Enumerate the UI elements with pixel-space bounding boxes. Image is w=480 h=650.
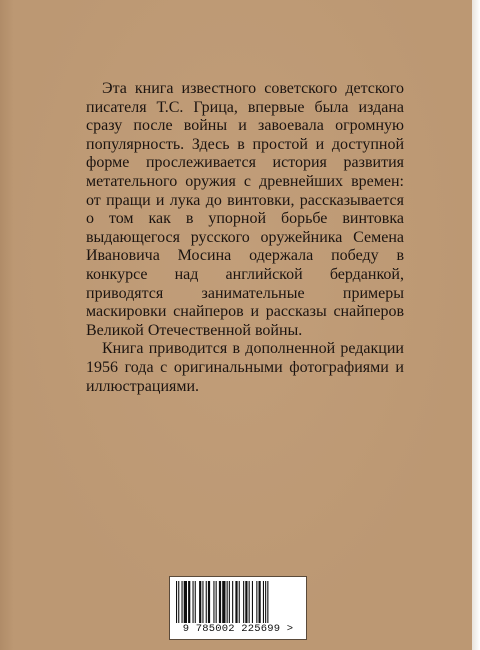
barcode-bar: [229, 581, 230, 623]
barcode-bar: [178, 581, 179, 623]
annotation-paragraph-1: Эта книга известного советского детского писателя Т.С. Грица, впервые была издана сразу после войны и завоевала огромную популярность. Здесь в простой и доступной форме прослеживается история развития метательного оружия с древнейших времен: от пращи и лука до винтовки, рассказывается о том как в упорной борьбе винтовка выдающегося русского оружейника Семена Ивановича Мосина одержала победу в конкурсе над английской берданкой, приводятся занимательные примеры маскировки снайперов и рассказы снайперов Великой Отечественной войны.: [86, 80, 404, 339]
barcode-bar: [202, 581, 203, 623]
barcode-bar: [259, 581, 261, 623]
barcode-bar: [227, 581, 228, 623]
barcode-bar: [213, 581, 214, 623]
annotation-text: [86, 80, 404, 396]
barcode-bar: [193, 581, 194, 623]
page-edge: [472, 0, 480, 650]
barcode-bar: [184, 581, 187, 623]
barcode-digits: 9 785002 225699 >: [182, 623, 294, 635]
barcode-bar: [245, 581, 247, 623]
barcode-bar: [267, 581, 268, 623]
barcode-bar: [208, 581, 210, 623]
barcode-bar: [176, 581, 177, 623]
barcode-bar: [216, 581, 217, 623]
barcode-bar: [222, 581, 225, 623]
isbn-barcode: [169, 576, 307, 640]
barcode-bars: [176, 581, 300, 623]
barcode-bar: [199, 581, 201, 623]
barcode-bar: [195, 581, 196, 623]
barcode-bar: [232, 581, 233, 623]
barcode-bar: [249, 581, 250, 623]
barcode-bar: [182, 581, 183, 623]
barcode-bar: [206, 581, 207, 623]
barcode-bar: [243, 581, 244, 623]
barcode-bar: [252, 581, 253, 623]
barcode-bar: [235, 581, 237, 623]
barcode-bar: [265, 581, 266, 623]
barcode-bar: [263, 581, 264, 623]
annotation-paragraph-2: Книга приводится в дополненной редакции 1956 года с оригинальными фотографиями и иллюстрациями.: [86, 340, 404, 395]
barcode-bar: [239, 581, 240, 623]
barcode-bar: [219, 581, 221, 623]
barcode-bar: [256, 581, 257, 623]
barcode-bar: [188, 581, 190, 623]
